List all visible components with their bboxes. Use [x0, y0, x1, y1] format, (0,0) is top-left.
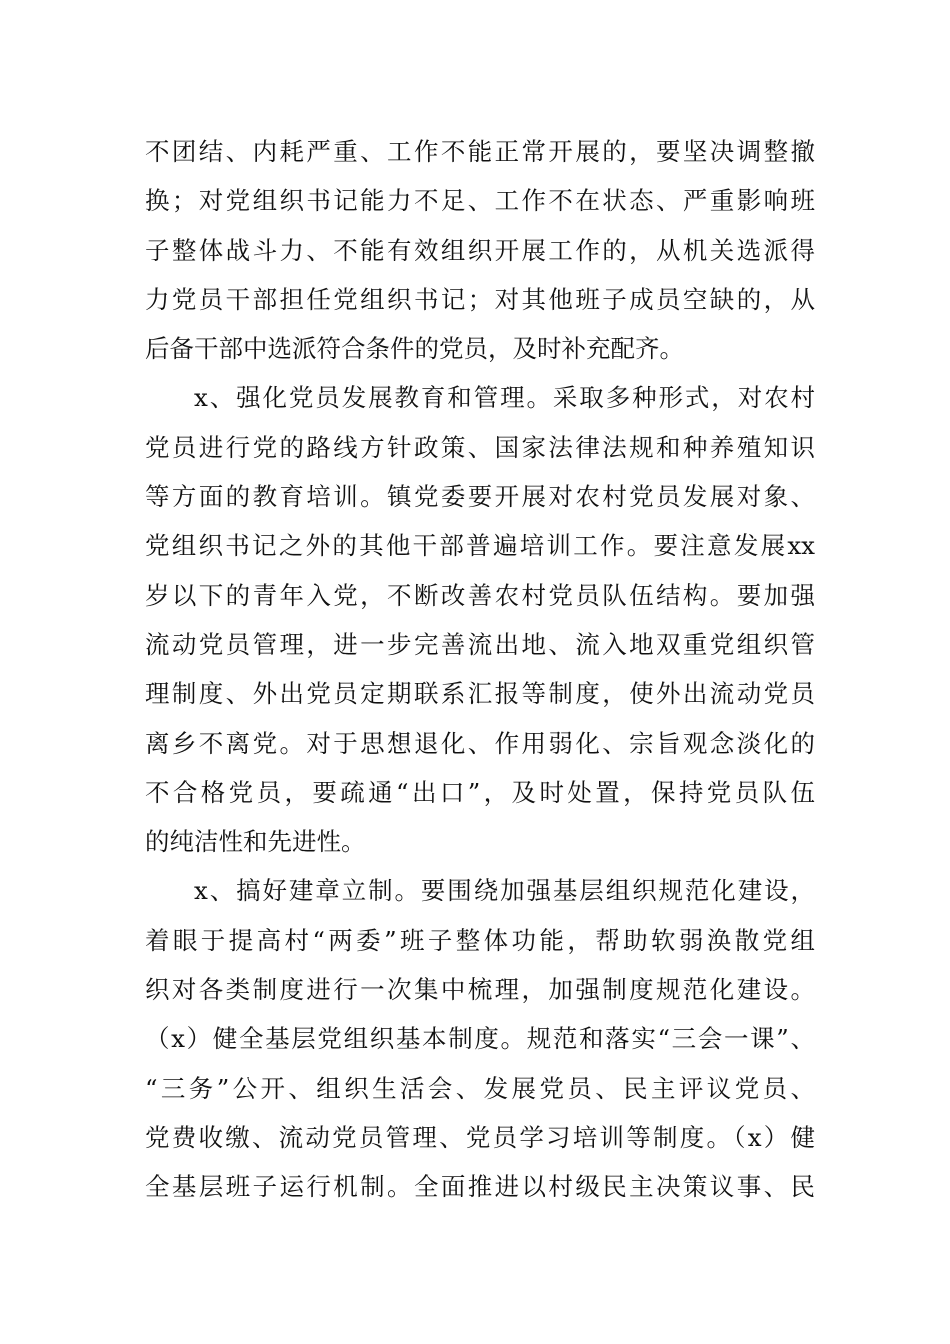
- text-line: 着眼于提高村“两委”班子整体功能，帮助软弱涣散党组: [145, 925, 815, 955]
- body-text: [145, 127, 815, 1212]
- text-line: 织对各类制度进行一次集中梳理，加强制度规范化建设。: [145, 975, 815, 1005]
- text-line: 党员进行党的路线方针政策、国家法律法规和种养殖知识: [145, 432, 815, 462]
- text-line: 离乡不离党。对于思想退化、作用弱化、宗旨观念淡化的: [145, 728, 815, 758]
- text-line: 岁以下的青年入党，不断改善农村党员队伍结构。要加强: [145, 580, 815, 610]
- text-line: 全基层班子运行机制。全面推进以村级民主决策议事、民: [145, 1172, 815, 1202]
- text-line: 换；对党组织书记能力不足、工作不在状态、严重影响班: [145, 186, 815, 216]
- text-line: 不合格党员，要疏通“出口”，及时处置，保持党员队伍: [145, 777, 815, 807]
- text-line: 等方面的教育培训。镇党委要开展对农村党员发展对象、: [145, 482, 815, 512]
- text-line: 子整体战斗力、不能有效组织开展工作的，从机关选派得: [145, 235, 815, 265]
- text-line: 党组织书记之外的其他干部普遍培训工作。要注意发展xx: [145, 531, 815, 561]
- text-line: x、搞好建章立制。要围绕加强基层组织规范化建设，: [194, 876, 815, 906]
- text-line: 流动党员管理，进一步完善流出地、流入地双重党组织管: [145, 629, 815, 659]
- text-line: 理制度、外出党员定期联系汇报等制度，使外出流动党员: [145, 679, 815, 709]
- text-line: 力党员干部担任党组织书记；对其他班子成员空缺的，从: [145, 284, 815, 314]
- text-line: x、强化党员发展教育和管理。采取多种形式，对农村: [194, 383, 815, 413]
- text-line: 党费收缴、流动党员管理、党员学习培训等制度。（x）健: [145, 1122, 815, 1152]
- text-line: “三务”公开、组织生活会、发展党员、民主评议党员、: [145, 1073, 815, 1103]
- text-line: 后备干部中选派符合条件的党员，及时补充配齐。: [145, 334, 684, 364]
- text-line: 的纯洁性和先进性。: [145, 827, 366, 857]
- text-line: （x）健全基层党组织基本制度。规范和落实“三会一课”、: [145, 1024, 815, 1054]
- text-line: 不团结、内耗严重、工作不能正常开展的，要坚决调整撤: [145, 137, 815, 166]
